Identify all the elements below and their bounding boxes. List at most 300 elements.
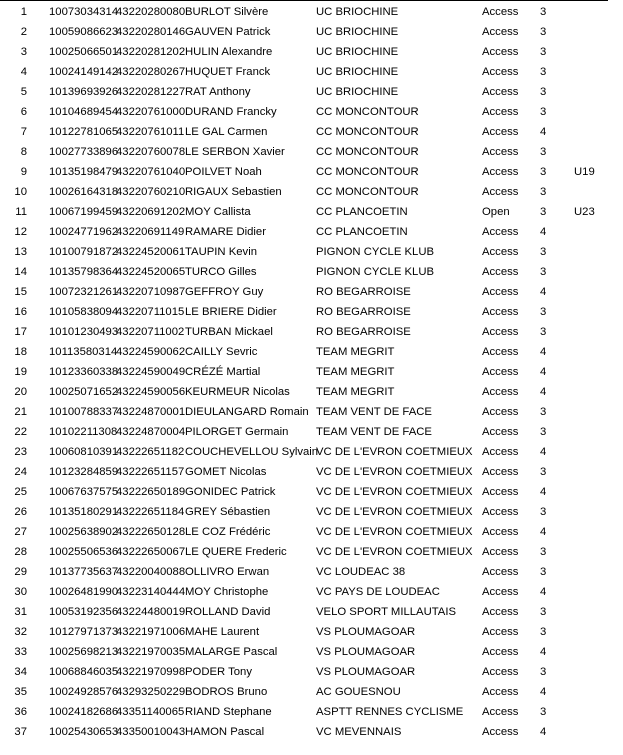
rider-number: 31 <box>14 606 27 618</box>
rider-name: PILORGET Germain <box>185 426 289 438</box>
level-number: 3 <box>540 506 547 518</box>
license-number: 10053192356 <box>49 606 119 618</box>
uci-id: 43293250229 <box>116 686 186 698</box>
level-number: 4 <box>540 226 547 238</box>
table-row <box>0 322 623 342</box>
race-category: Access <box>482 66 519 78</box>
level-number: 3 <box>540 606 547 618</box>
license-number: 10025638902 <box>49 526 119 538</box>
rider-number: 7 <box>20 126 27 138</box>
table-row <box>0 542 623 562</box>
uci-id: 43224480019 <box>116 606 186 618</box>
rider-name: RAMARE Didier <box>185 226 266 238</box>
uci-id: 43220761011 <box>116 126 185 138</box>
license-number: 10101230493 <box>49 326 119 338</box>
table-row <box>0 102 623 122</box>
club-name: RO BEGARROISE <box>316 306 411 318</box>
rider-name: COUCHEVELLOU Sylvain <box>185 446 319 458</box>
rider-name: RIAND Stephane <box>185 706 272 718</box>
age-category: U23 <box>574 206 595 218</box>
table-row <box>0 442 623 462</box>
uci-id: 43220280146 <box>116 26 186 38</box>
uci-id: 43222650128 <box>116 526 186 538</box>
license-number: 10137735637 <box>49 566 119 578</box>
level-number: 4 <box>540 486 547 498</box>
table-row <box>0 342 623 362</box>
license-number: 10060810391 <box>49 446 119 458</box>
race-category: Access <box>482 726 519 738</box>
rider-number: 4 <box>20 66 27 78</box>
rider-name: CAILLY Sevric <box>185 346 258 358</box>
rider-number: 5 <box>20 86 27 98</box>
rider-name: DURAND Francky <box>185 106 277 118</box>
table-row <box>0 82 623 102</box>
race-category: Access <box>482 706 519 718</box>
uci-id: 43350010043 <box>116 726 186 738</box>
license-number: 10139693926 <box>49 86 119 98</box>
rider-number: 10 <box>14 186 27 198</box>
rider-name: MOY Christophe <box>185 586 269 598</box>
license-number: 10105838094 <box>49 306 119 318</box>
rider-name: TAUPIN Kevin <box>185 246 257 258</box>
club-name: CC MONCONTOUR <box>316 186 419 198</box>
uci-id: 43224520061 <box>116 246 186 258</box>
table-row <box>0 702 623 722</box>
level-number: 3 <box>540 406 547 418</box>
club-name: VC DE L'EVRON COETMIEUX <box>316 506 473 518</box>
table-row <box>0 302 623 322</box>
table-row <box>0 642 623 662</box>
rider-name: GEFFROY Guy <box>185 286 264 298</box>
rider-number: 32 <box>14 626 27 638</box>
rider-name: GOMET Nicolas <box>185 466 267 478</box>
level-number: 4 <box>540 446 547 458</box>
table-row <box>0 362 623 382</box>
rider-name: OLLIVRO Erwan <box>185 566 270 578</box>
rider-name: DIEULANGARD Romain <box>185 406 309 418</box>
rider-number: 1 <box>20 6 27 18</box>
rider-number: 6 <box>20 106 27 118</box>
level-number: 3 <box>540 666 547 678</box>
rider-number: 20 <box>14 386 27 398</box>
club-name: CC MONCONTOUR <box>316 166 419 178</box>
uci-id: 43220760210 <box>116 186 186 198</box>
club-name: VC LOUDEAC 38 <box>316 566 406 578</box>
rider-name: GAUVEN Patrick <box>185 26 271 38</box>
table-row <box>0 202 623 222</box>
rider-number: 2 <box>20 26 27 38</box>
race-category: Access <box>482 446 519 458</box>
table-row <box>0 582 623 602</box>
club-name: VC DE L'EVRON COETMIEUX <box>316 486 473 498</box>
club-name: TEAM MEGRIT <box>316 366 395 378</box>
rider-name: MALARGE Pascal <box>185 646 278 658</box>
uci-id: 43220711015 <box>116 306 185 318</box>
uci-id: 43222650067 <box>116 546 186 558</box>
table-row <box>0 402 623 422</box>
race-category: Access <box>482 466 519 478</box>
race-category: Access <box>482 566 519 578</box>
table-row <box>0 482 623 502</box>
rider-name: LE COZ Frédéric <box>185 526 271 538</box>
license-number: 10135798364 <box>49 266 119 278</box>
rider-number: 8 <box>20 146 27 158</box>
rider-name: BURLOT Silvère <box>185 6 269 18</box>
license-number: 10068846035 <box>49 666 119 678</box>
level-number: 3 <box>540 166 547 178</box>
table-row <box>0 602 623 622</box>
rider-name: HAMON Pascal <box>185 726 265 738</box>
rider-number: 16 <box>14 306 27 318</box>
rider-number: 15 <box>14 286 27 298</box>
club-name: VC DE L'EVRON COETMIEUX <box>316 546 473 558</box>
rider-number: 3 <box>20 46 27 58</box>
table-row <box>0 502 623 522</box>
race-category: Access <box>482 26 519 38</box>
level-number: 3 <box>540 66 547 78</box>
license-number: 10072321261 <box>49 286 119 298</box>
level-number: 3 <box>540 106 547 118</box>
club-name: RO BEGARROISE <box>316 286 411 298</box>
level-number: 3 <box>540 326 547 338</box>
race-category: Access <box>482 506 519 518</box>
club-name: RO BEGARROISE <box>316 326 411 338</box>
table-row <box>0 182 623 202</box>
rider-number: 22 <box>14 426 27 438</box>
race-category: Access <box>482 306 519 318</box>
table-row <box>0 162 623 182</box>
uci-id: 43224590049 <box>116 366 186 378</box>
license-number: 10122781065 <box>49 126 119 138</box>
club-name: VELO SPORT MILLAUTAIS <box>316 606 457 618</box>
club-name: PIGNON CYCLE KLUB <box>316 246 435 258</box>
uci-id: 43221971006 <box>116 626 186 638</box>
level-number: 3 <box>540 46 547 58</box>
race-category: Access <box>482 246 519 258</box>
club-name: CC PLANCOETIN <box>316 206 408 218</box>
table-row <box>0 722 623 742</box>
rider-number: 18 <box>14 346 27 358</box>
level-number: 3 <box>540 466 547 478</box>
race-category: Access <box>482 286 519 298</box>
license-number: 10026164318 <box>49 186 119 198</box>
license-number: 10113580314 <box>49 346 118 358</box>
license-number: 10123360338 <box>49 366 119 378</box>
uci-id: 43220710987 <box>116 286 186 298</box>
race-category: Access <box>482 46 519 58</box>
level-number: 3 <box>540 426 547 438</box>
uci-id: 43220280267 <box>116 66 186 78</box>
race-category: Access <box>482 6 519 18</box>
race-category: Access <box>482 106 519 118</box>
level-number: 3 <box>540 566 547 578</box>
rider-number: 25 <box>14 486 27 498</box>
rider-name: CRÉZÉ Martial <box>185 366 261 378</box>
race-category: Open <box>482 206 510 218</box>
rider-name: HULIN Alexandre <box>185 46 273 58</box>
table-row <box>0 562 623 582</box>
club-name: VC PAYS DE LOUDEAC <box>316 586 440 598</box>
rider-number: 33 <box>14 646 27 658</box>
uci-id: 43351140065 <box>116 706 185 718</box>
rider-name: HUQUET Franck <box>185 66 271 78</box>
license-number: 10102211308 <box>49 426 118 438</box>
rider-name: POILVET Noah <box>185 166 262 178</box>
club-name: ASPTT RENNES CYCLISME <box>316 706 464 718</box>
rider-number: 36 <box>14 706 27 718</box>
level-number: 3 <box>540 266 547 278</box>
rider-name: LE BRIERE Didier <box>185 306 277 318</box>
rider-name: MAHE Laurent <box>185 626 260 638</box>
license-number: 10027733896 <box>49 146 119 158</box>
uci-id: 43222651182 <box>116 446 185 458</box>
license-number: 10127971373 <box>49 626 119 638</box>
race-category: Access <box>482 606 519 618</box>
level-number: 3 <box>540 186 547 198</box>
table-row <box>0 662 623 682</box>
club-name: CC PLANCOETIN <box>316 226 408 238</box>
race-category: Access <box>482 686 519 698</box>
uci-id: 43220040088 <box>116 566 186 578</box>
rider-name: TURCO Gilles <box>185 266 257 278</box>
uci-id: 43222651184 <box>116 506 185 518</box>
uci-id: 43224590062 <box>116 346 186 358</box>
race-category: Access <box>482 226 519 238</box>
rider-number: 21 <box>14 406 27 418</box>
rider-number: 14 <box>14 266 27 278</box>
table-row <box>0 622 623 642</box>
rider-name: GREY Sébastien <box>185 506 271 518</box>
table-top-rule <box>0 0 608 1</box>
rider-number: 11 <box>15 206 27 218</box>
table-row <box>0 422 623 442</box>
uci-id: 43221970035 <box>116 646 186 658</box>
riders-table <box>0 2 623 742</box>
license-number: 10025698213 <box>49 646 119 658</box>
level-number: 4 <box>540 126 547 138</box>
uci-id: 43224590056 <box>116 386 186 398</box>
table-row <box>0 462 623 482</box>
rider-name: ROLLAND David <box>185 606 271 618</box>
rider-name: PODER Tony <box>185 666 252 678</box>
license-number: 10073034314 <box>49 6 119 18</box>
level-number: 3 <box>540 26 547 38</box>
level-number: 3 <box>540 626 547 638</box>
club-name: TEAM VENT DE FACE <box>316 406 432 418</box>
table-row <box>0 122 623 142</box>
race-category: Access <box>482 126 519 138</box>
license-number: 10100791872 <box>49 246 119 258</box>
license-number: 10059086623 <box>49 26 119 38</box>
race-category: Access <box>482 586 519 598</box>
license-number: 10025066501 <box>49 46 119 58</box>
license-number: 10135180291 <box>49 506 119 518</box>
level-number: 3 <box>540 146 547 158</box>
uci-id: 43220691149 <box>116 226 185 238</box>
rider-name: RAT Anthony <box>185 86 251 98</box>
license-number: 10104689454 <box>49 106 119 118</box>
club-name: CC MONCONTOUR <box>316 126 419 138</box>
level-number: 3 <box>540 706 547 718</box>
level-number: 3 <box>540 206 547 218</box>
uci-id: 43221970998 <box>116 666 186 678</box>
race-category: Access <box>482 546 519 558</box>
race-category: Access <box>482 526 519 538</box>
uci-id: 43222650189 <box>116 486 186 498</box>
level-number: 4 <box>540 346 547 358</box>
rider-number: 27 <box>14 526 27 538</box>
rider-name: GONIDEC Patrick <box>185 486 276 498</box>
club-name: VS PLOUMAGOAR <box>316 646 416 658</box>
rider-number: 9 <box>20 166 27 178</box>
level-number: 4 <box>540 286 547 298</box>
race-category: Access <box>482 146 519 158</box>
level-number: 4 <box>540 366 547 378</box>
club-name: UC BRIOCHINE <box>316 86 399 98</box>
uci-id: 43222651157 <box>116 466 185 478</box>
table-row <box>0 522 623 542</box>
rider-number: 26 <box>14 506 27 518</box>
rider-number: 37 <box>14 726 27 738</box>
race-category: Access <box>482 646 519 658</box>
license-number: 10067637575 <box>49 486 119 498</box>
club-name: TEAM MEGRIT <box>316 386 395 398</box>
club-name: CC MONCONTOUR <box>316 146 419 158</box>
club-name: VC MEVENNAIS <box>316 726 402 738</box>
table-row <box>0 62 623 82</box>
uci-id: 43220281227 <box>116 86 186 98</box>
rider-name: LE SERBON Xavier <box>185 146 285 158</box>
level-number: 3 <box>540 86 547 98</box>
level-number: 4 <box>540 646 547 658</box>
club-name: AC GOUESNOU <box>316 686 401 698</box>
license-number: 10025430653 <box>49 726 119 738</box>
level-number: 3 <box>540 6 547 18</box>
license-number: 10024928576 <box>49 686 119 698</box>
license-number: 10025506536 <box>49 546 119 558</box>
uci-id: 43220761000 <box>116 106 186 118</box>
rider-name: KEURMEUR Nicolas <box>185 386 290 398</box>
license-number: 10100788337 <box>49 406 119 418</box>
race-category: Access <box>482 266 519 278</box>
table-row <box>0 282 623 302</box>
table-row <box>0 42 623 62</box>
table-row <box>0 22 623 42</box>
race-category: Access <box>482 426 519 438</box>
race-category: Access <box>482 326 519 338</box>
race-category: Access <box>482 366 519 378</box>
club-name: VS PLOUMAGOAR <box>316 626 416 638</box>
uci-id: 43220691202 <box>116 206 186 218</box>
rider-name: MOY Callista <box>185 206 251 218</box>
rider-name: RIGAUX Sebastien <box>185 186 282 198</box>
rider-number: 19 <box>14 366 27 378</box>
race-category: Access <box>482 486 519 498</box>
level-number: 4 <box>540 386 547 398</box>
race-category: Access <box>482 666 519 678</box>
license-number: 10135198479 <box>49 166 119 178</box>
club-name: VC DE L'EVRON COETMIEUX <box>316 466 473 478</box>
age-category: U19 <box>574 166 595 178</box>
rider-number: 28 <box>14 546 27 558</box>
rider-number: 30 <box>14 586 27 598</box>
license-number: 10067199459 <box>49 206 119 218</box>
rider-number: 35 <box>14 686 27 698</box>
rider-name: LE QUERE Frederic <box>185 546 287 558</box>
uci-id: 43220761040 <box>116 166 186 178</box>
level-number: 3 <box>540 546 547 558</box>
uci-id: 43223140444 <box>116 586 186 598</box>
rider-number: 12 <box>14 226 27 238</box>
club-name: TEAM VENT DE FACE <box>316 426 432 438</box>
club-name: VS PLOUMAGOAR <box>316 666 416 678</box>
license-number: 10123284859 <box>49 466 119 478</box>
race-category: Access <box>482 186 519 198</box>
uci-id: 43220760078 <box>116 146 186 158</box>
club-name: PIGNON CYCLE KLUB <box>316 266 435 278</box>
license-number: 10026481990 <box>49 586 119 598</box>
level-number: 4 <box>540 526 547 538</box>
table-row <box>0 382 623 402</box>
table-row <box>0 682 623 702</box>
license-number: 10024771962 <box>49 226 119 238</box>
license-number: 10024182686 <box>49 706 119 718</box>
license-number: 10025071652 <box>49 386 119 398</box>
race-category: Access <box>482 406 519 418</box>
uci-id: 43220711002 <box>116 326 185 338</box>
club-name: VC DE L'EVRON COETMIEUX <box>316 446 473 458</box>
rider-name: TURBAN Mickael <box>185 326 273 338</box>
uci-id: 43220281202 <box>116 46 186 58</box>
rider-number: 24 <box>14 466 27 478</box>
club-name: VC DE L'EVRON COETMIEUX <box>316 526 473 538</box>
level-number: 3 <box>540 306 547 318</box>
race-category: Access <box>482 86 519 98</box>
uci-id: 43220280080 <box>116 6 186 18</box>
rider-number: 13 <box>14 246 27 258</box>
race-category: Access <box>482 386 519 398</box>
club-name: UC BRIOCHINE <box>316 6 399 18</box>
rider-number: 29 <box>14 566 27 578</box>
rider-number: 17 <box>14 326 27 338</box>
uci-id: 43224870004 <box>116 426 186 438</box>
license-number: 10024149142 <box>49 66 119 78</box>
race-category: Access <box>482 166 519 178</box>
table-row <box>0 242 623 262</box>
rider-number: 23 <box>14 446 27 458</box>
table-row <box>0 262 623 282</box>
club-name: TEAM MEGRIT <box>316 346 395 358</box>
club-name: UC BRIOCHINE <box>316 66 399 78</box>
uci-id: 43224870001 <box>116 406 186 418</box>
club-name: UC BRIOCHINE <box>316 46 399 58</box>
level-number: 4 <box>540 726 547 738</box>
race-category: Access <box>482 346 519 358</box>
rider-number: 34 <box>14 666 27 678</box>
rider-name: BODROS Bruno <box>185 686 268 698</box>
rider-name: LE GAL Carmen <box>185 126 268 138</box>
level-number: 4 <box>540 586 547 598</box>
table-row <box>0 222 623 242</box>
uci-id: 43224520065 <box>116 266 186 278</box>
race-category: Access <box>482 626 519 638</box>
level-number: 3 <box>540 246 547 258</box>
club-name: UC BRIOCHINE <box>316 26 399 38</box>
level-number: 4 <box>540 686 547 698</box>
club-name: CC MONCONTOUR <box>316 106 419 118</box>
table-row <box>0 2 623 22</box>
table-row <box>0 142 623 162</box>
